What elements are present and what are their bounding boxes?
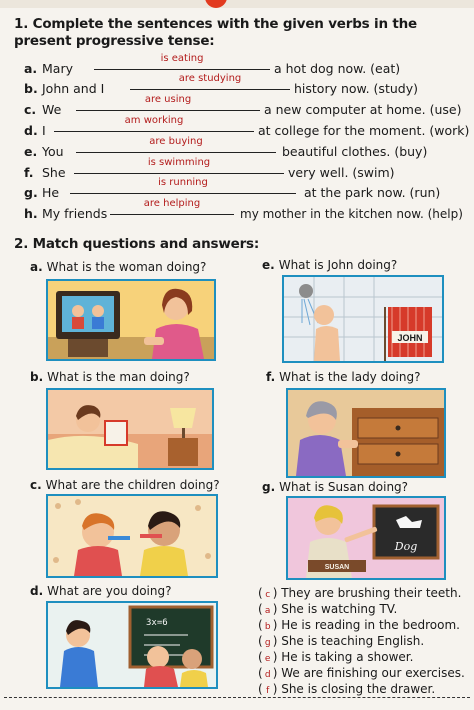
question-text: What is the woman doing?	[46, 260, 207, 274]
answer-text: They are brushing their teeth.	[281, 586, 462, 600]
answer-item: ( e ) He is taking a shower.	[258, 650, 414, 664]
row-rest: at college for the moment. (work)	[258, 123, 470, 138]
row-letter: f.	[24, 165, 34, 180]
row-letter: h.	[24, 206, 38, 221]
row-subject: He	[42, 185, 60, 200]
question-letter: d.	[30, 584, 44, 598]
row-rest: history now. (study)	[294, 81, 418, 96]
question-c	[30, 478, 220, 492]
row-rest: a new computer at home. (use)	[264, 102, 462, 117]
exercise-2-title: 2. Match questions and answers:	[14, 236, 260, 252]
answer-field[interactable]: are helping	[110, 198, 234, 215]
row-letter: a.	[24, 61, 38, 76]
answer-key[interactable]: c	[265, 590, 271, 600]
answer-field[interactable]: are using	[76, 94, 260, 111]
question-text: What are the children doing?	[45, 478, 220, 492]
answer-key[interactable]: g	[264, 638, 271, 648]
answer-key[interactable]: a	[264, 606, 271, 616]
question-letter: c.	[30, 478, 42, 492]
question-g	[262, 480, 408, 494]
answer-item: ( c ) They are brushing their teeth.	[258, 586, 462, 600]
towel-text: JOHN	[397, 333, 423, 343]
picture-susan-teaching	[286, 496, 446, 580]
picture-man-reading	[46, 388, 214, 470]
answer-item: ( f ) She is closing the drawer.	[258, 682, 436, 696]
question-e	[262, 258, 397, 272]
top-band	[0, 0, 474, 8]
row-letter: e.	[24, 144, 38, 159]
answer-item: ( a ) She is watching TV.	[258, 602, 398, 616]
picture-woman-watching-tv	[46, 279, 216, 361]
row-subject: You	[42, 144, 64, 159]
board-text: Dog	[394, 540, 418, 553]
row-rest: very well. (swim)	[288, 165, 395, 180]
answer-item: ( g ) She is teaching English.	[258, 634, 425, 648]
question-letter: g.	[262, 480, 276, 494]
row-letter: g.	[24, 185, 38, 200]
row-rest: a hot dog now. (eat)	[274, 61, 401, 76]
question-text: What is the lady doing?	[279, 370, 421, 384]
row-subject: We	[42, 102, 62, 117]
question-letter: f.	[266, 370, 276, 384]
question-text: What is John doing?	[278, 258, 398, 272]
question-f	[266, 370, 420, 384]
picture-doing-exercises	[46, 601, 218, 689]
sentence-row-g	[16, 177, 466, 202]
board-math-text: 3x=6	[146, 618, 168, 628]
row-subject: I	[42, 123, 46, 138]
question-text: What is the man doing?	[47, 370, 190, 384]
row-rest: beautiful clothes. (buy)	[282, 144, 428, 159]
answer-text: We are finishing our exercises.	[281, 666, 465, 680]
answer-text: She is teaching English.	[281, 634, 425, 648]
desk-text: SUSAN	[324, 564, 350, 571]
answer-item: ( b ) He is reading in the bedroom.	[258, 618, 460, 632]
question-a	[30, 260, 206, 274]
row-rest: at the park now. (run)	[304, 185, 441, 200]
answer-field[interactable]: am working	[54, 115, 254, 132]
answer-field[interactable]: are studying	[130, 73, 290, 90]
row-rest: my mother in the kitchen now. (help)	[240, 207, 463, 221]
answer-key[interactable]: d	[264, 670, 271, 680]
answer-field[interactable]: is swimming	[74, 157, 284, 174]
exercise-1-title: 1. Complete the sentences with the given verbs in the present progressive tense:	[14, 16, 417, 49]
sentence-row-h	[16, 198, 466, 223]
row-subject: She	[42, 165, 66, 180]
row-letter: c.	[24, 102, 37, 117]
row-letter: b.	[24, 81, 38, 96]
cut-line-divider	[4, 697, 470, 698]
question-letter: a.	[30, 260, 43, 274]
question-b	[30, 370, 190, 384]
row-letter: d.	[24, 123, 38, 138]
answer-item: ( d ) We are finishing our exercises.	[258, 666, 465, 680]
row-subject: John and I	[42, 81, 105, 96]
answer-field[interactable]: are buying	[76, 136, 276, 153]
question-d	[30, 584, 171, 598]
answer-key[interactable]: f	[266, 686, 270, 696]
picture-john-shower	[282, 275, 444, 363]
picture-children-brushing	[46, 494, 218, 578]
answer-field[interactable]: is eating	[94, 53, 270, 70]
answer-text: She is watching TV.	[281, 602, 398, 616]
question-letter: e.	[262, 258, 275, 272]
answer-text: She is closing the drawer.	[281, 682, 436, 696]
answer-key[interactable]: e	[264, 654, 271, 664]
answer-text: He is taking a shower.	[281, 650, 414, 664]
row-subject: Mary	[42, 61, 73, 76]
question-text: What is Susan doing?	[279, 480, 409, 494]
question-letter: b.	[30, 370, 44, 384]
answer-key[interactable]: b	[264, 622, 271, 632]
answer-text: He is reading in the bedroom.	[281, 618, 460, 632]
answer-field[interactable]: is running	[70, 177, 296, 194]
picture-lady-drawer	[286, 388, 446, 478]
question-text: What are you doing?	[47, 584, 172, 598]
row-subject: My friends	[42, 206, 108, 221]
